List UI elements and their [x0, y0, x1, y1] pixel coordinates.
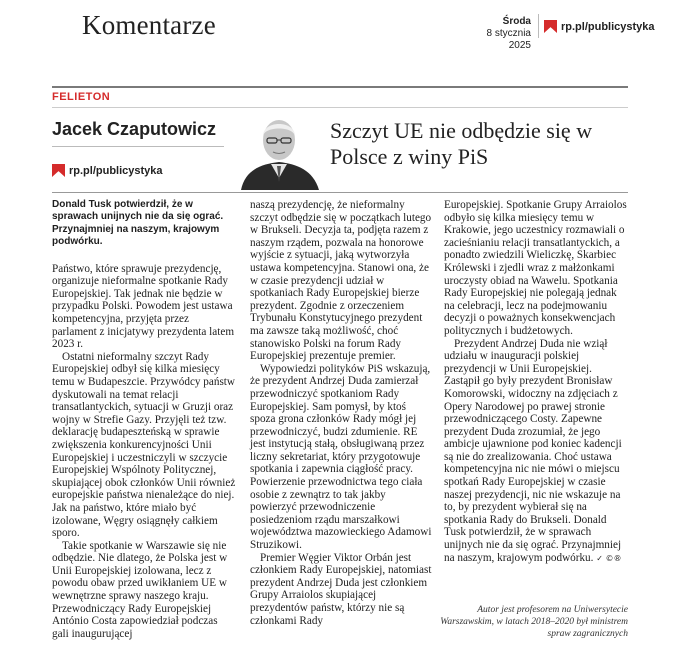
paragraph: Państwo, które sprawuje prezydencję, organizuje nieformalne spotkanie Rady Europejskiej. Tak jednak nie będzie w przypadku Polski. Powodem jest ustawa kompetencyjna, przyjęta przez parlament z inicjatywy prezydenta latem 2023 r. — [52, 262, 235, 351]
date: 8 stycznia 2025 — [486, 28, 531, 51]
rp-logo-link[interactable] — [544, 20, 655, 33]
top-rule — [52, 86, 628, 88]
author-note: Autor jest profesorem na Uniwersytecie Warszawskim, w latach 2018–2020 był ministrem spraw zagranicznych — [440, 605, 628, 639]
kicker-rule — [52, 107, 628, 108]
paragraph: Takie spotkanie w Warszawie się nie odbędzie. Nie dlatego, że Polska jest w Unii Europejskiej izolowana, lecz z powodu obaw przed uwikłaniem UE w wewnętrzne sprawy naszego kraju. Przewodniczący Rady Europejskiej António Costa zapowiedział podczas gali inaugurującej — [52, 539, 228, 640]
headline-rule — [52, 192, 628, 193]
headline: Szczyt UE nie odbędzie się w Polsce z winy PiS — [330, 118, 593, 169]
paragraph: Europejskiej. Spotkanie Grupy Arraiolos odbyło się kilka miesięcy temu w Krakowie, jego uczestnicy rozmawiali o zacieśnianiu relacji transatlantyckich, a ponadto zwiedzili Wieliczkę, Skarbiec Królewski i zjedli wraz z małżonkami uroczysty obiad na Wawelu. Spotkania Rady Europejskiej nie polegają jednak na celebracji, lecz na podejmowaniu decyzji o poważnych konsekwencjach politycznych i budżetowych. — [444, 199, 627, 337]
author-logo-link[interactable] — [52, 164, 163, 177]
paragraph-text: Prezydent Andrzej Duda nie wziął udziału w inauguracji polskiej prezydencji w Unii Europejskiej. Zastąpił go były prezydent Bronisław Komorowski, widoczny na zdjęciach z Opery Narodowej po prawej stronie przewodniczącego Costy. Zapewne prezydent Duda zrozumiał, że jego ambicje ujawnione pod koniec kadencji są nie do zrealizowania. Choć ustawa kompetencyjna nic nie mówi o miejscu spotkań Rady Europejskiej w czasie naszej prezydencji, nic nie wskazuje na to, by prezydent wybierał się na spotkania Rady do Brukseli. Donald Tusk potwierdził, że w sprawach unijnych nie da się ograć. Przynajmniej na naszym, krajowym podwórku. — [444, 337, 622, 564]
weekday: Środa — [502, 16, 531, 27]
text-column-2 — [250, 199, 434, 627]
kicker: FELIETON — [52, 91, 111, 103]
section-title: Komentarze — [82, 10, 216, 40]
paragraph: Premier Węgier Viktor Orbán jest członkiem Rady Europejskiej, natomiast prezydent Andrzej Duda jest członkiem Grupy Arraiolos skupiającej prezydentów państw, którzy nie są członkami Rady — [250, 551, 432, 627]
text-column-3 — [444, 199, 628, 565]
rp-logo-icon — [52, 164, 65, 177]
author-portrait — [233, 108, 325, 190]
logo-text: rp.pl/publicystyka — [561, 20, 655, 33]
header-divider — [538, 14, 539, 38]
paragraph — [444, 338, 628, 566]
rp-logo-icon — [544, 20, 557, 33]
paragraph: naszą prezydencję, że nieformalny szczyt odbędzie się w początkach lutego w Brukseli. Decyzja ta, podjęta razem z naszym rządem, pozwala na honorowe wyjście z sytuacji, jaką wytworzyła ustawa kompetencyjna. Stanowi ona, że w czasie prezydencji udział w spotkaniach Rady Europejskiej bierze prezydent. Zgodnie z orzeczeniem Trybunału Konstytucyjnego prezydent ma zawsze taką możliwość, choć stanowisko Polski na forum Rady Europejskiej prezentuje premier. — [250, 199, 432, 363]
author-logo-text: rp.pl/publicystyka — [69, 164, 163, 177]
lead-paragraph: Donald Tusk potwierdził, że w sprawach unijnych nie da się ograć. Przynajmniej na naszym, krajowym podwórku. — [52, 199, 224, 248]
date-block — [463, 16, 531, 52]
paragraph: Ostatni nieformalny szczyt Rady Europejskiej odbył się kilka miesięcy temu w Budapeszcie. Przywódcy państw dyskutowali na temat relacji transatlantyckich, sytuacji w Gruzji oraz wojny w Strefie Gazy. Przyjęli też tzw. deklarację budapeszteńską w sprawie zwiększenia konkurencyjności Unii Europejskiej i uczestniczyli w szczycie Europejskiej Wspólnoty Politycznej, skupiającej obok członków Unii również europejskie państwa nienależące do niej. Jak na państwo, które miało być izolowane, Węgry osiągnęły całkiem sporo. — [52, 350, 236, 540]
end-mark-icon: ✓ ©® — [596, 553, 622, 563]
masthead — [0, 0, 680, 50]
author-rule — [52, 146, 224, 147]
author-name: Jacek Czaputowicz — [52, 119, 217, 139]
text-column-1 — [52, 199, 236, 640]
paragraph: Wypowiedzi polityków PiS wskazują, że prezydent Andrzej Duda zamierzał przewodniczyć spotkaniom Rady Europejskiej. Sam pomysł, by ktoś spoza grona członków Rady mógł jej przewodniczyć, budzi zdumienie. RE jest instytucją stałą, obsługiwaną przez liczny sekretariat, który przygotowuje spotkania i zapewnia ciągłość pracy. Powierzenie przewodnictwa tego ciała osobie z zewnątrz to tak jakby powierzyć przewodniczenie posiedzeniom rządu marszałkowi województwa mazowieckiego Adamowi Struzikowi. — [250, 362, 432, 552]
